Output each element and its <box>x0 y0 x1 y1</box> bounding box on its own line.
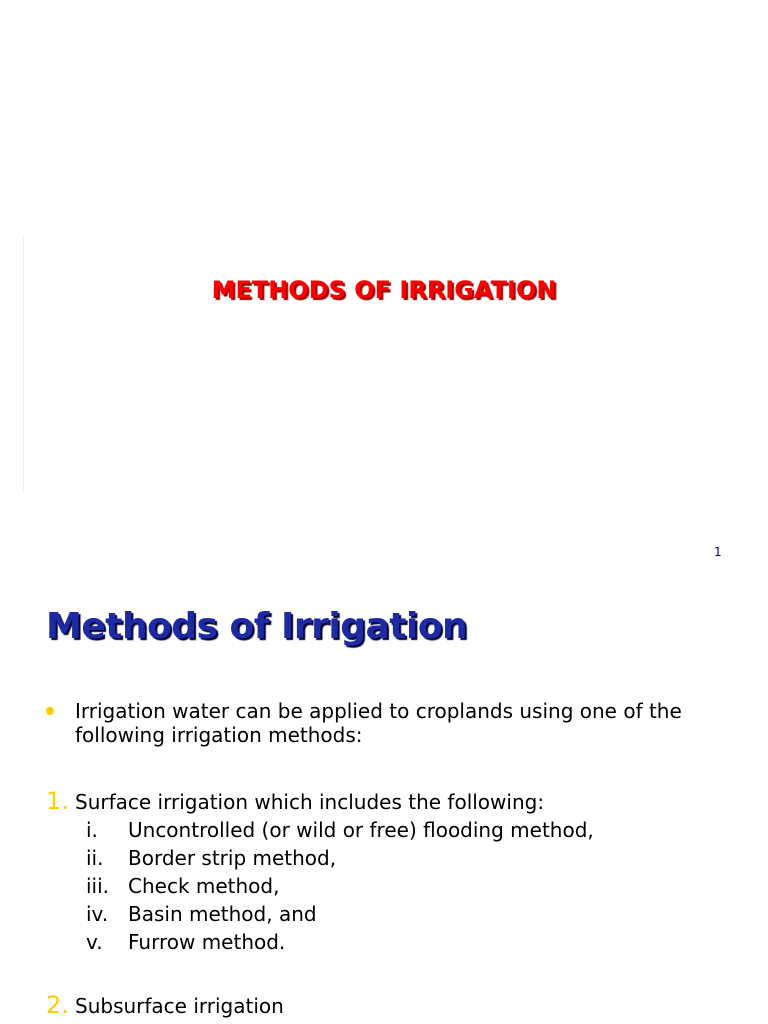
sub-item <box>86 929 285 955</box>
list-item-subsurface-irrigation <box>46 992 284 1019</box>
list-number: 1. <box>46 787 69 815</box>
slide-2-title: Methods of Irrigation <box>46 606 468 647</box>
sub-item <box>86 817 594 843</box>
list-item-text: Subsurface irrigation <box>75 994 284 1018</box>
sub-item-text: Basin method, and <box>128 902 317 926</box>
slide-divider <box>23 236 24 492</box>
list-item-text: Surface irrigation which includes the following: <box>75 790 545 814</box>
list-item-surface-irrigation <box>46 788 544 815</box>
slide-1-title: METHODS OF IRRIGATION <box>211 276 557 304</box>
sub-item-marker: i. <box>86 818 98 842</box>
bullet-dot-icon <box>46 707 54 715</box>
sub-item-marker: iii. <box>86 874 110 898</box>
sub-item <box>86 845 336 871</box>
sub-item-marker: v. <box>86 930 103 954</box>
slide-number: 1 <box>714 545 722 559</box>
sub-item-text: Border strip method, <box>128 846 337 870</box>
intro-bullet-text: Irrigation water can be applied to croplands using one of the following irrigation methods: <box>75 699 682 747</box>
sub-item-text: Uncontrolled (or wild or free) flooding method, <box>128 818 594 842</box>
sub-item-text: Furrow method. <box>128 930 286 954</box>
sub-item-marker: iv. <box>86 902 109 926</box>
sub-item <box>86 901 317 927</box>
sub-item-marker: ii. <box>86 846 104 870</box>
sub-item <box>86 873 279 899</box>
sub-item-text: Check method, <box>128 874 280 898</box>
list-number: 2. <box>46 991 69 1019</box>
